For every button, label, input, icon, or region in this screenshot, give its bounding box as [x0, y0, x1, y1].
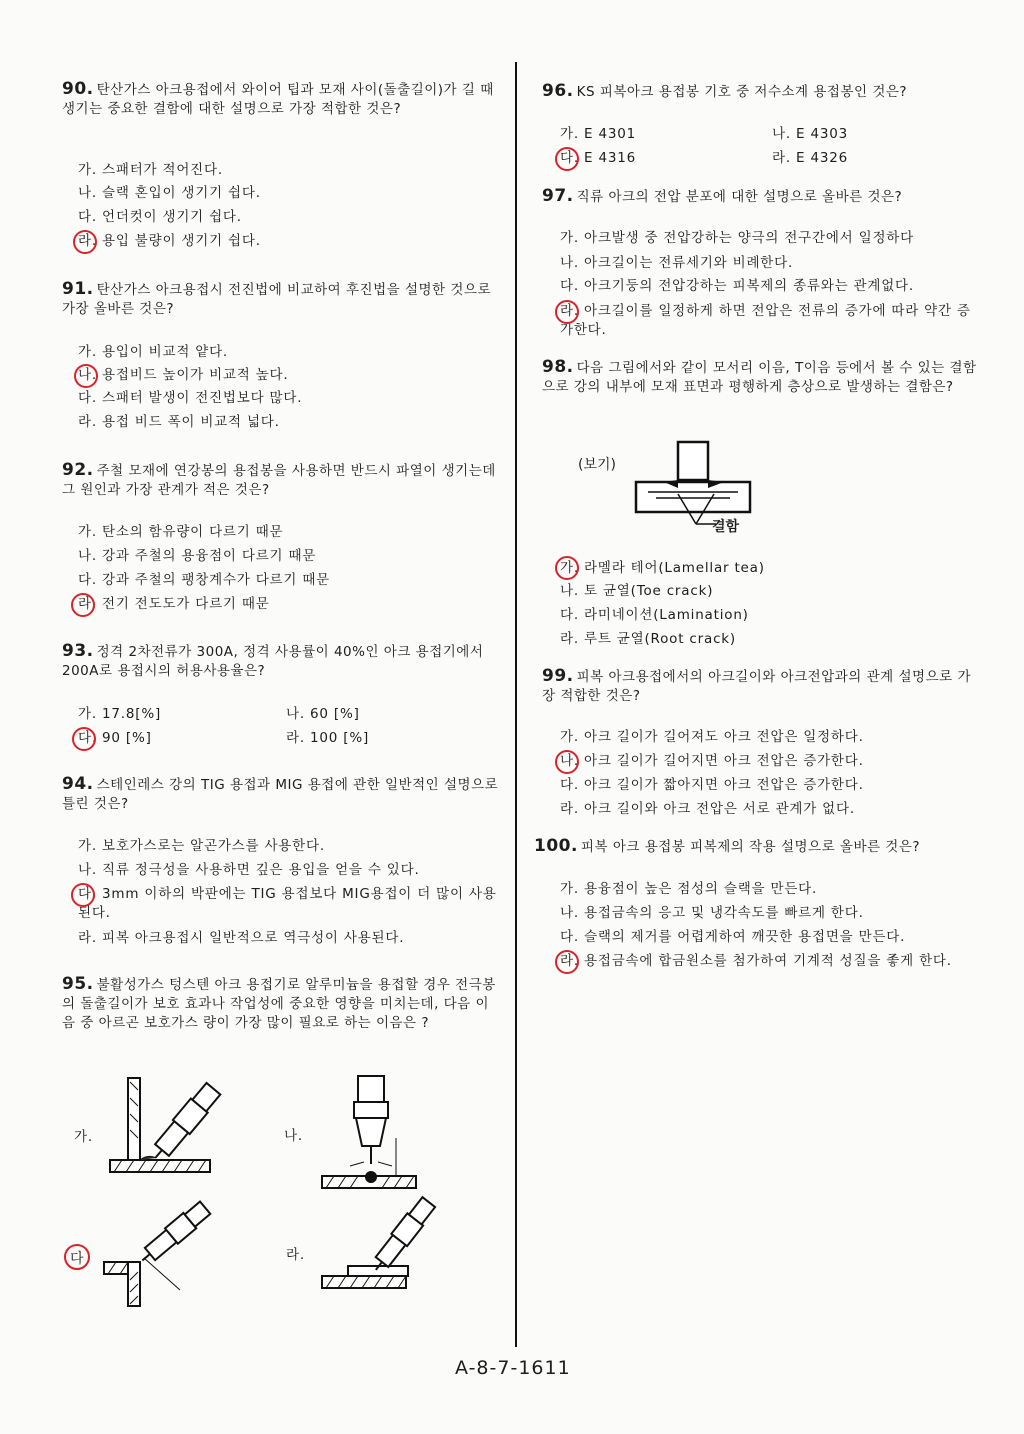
answer-mark-92: [71, 593, 95, 617]
question-number: 99.: [542, 666, 574, 686]
option-90-ra[interactable]: 라. 용입 불량이 생기기 쉽다.: [78, 233, 261, 249]
question-text: 탄산가스 아크용접시 전진법에 비교하여 후진법을 설명한 것으로 가장 올바른 것은?: [62, 282, 491, 317]
answer-mark-98: [555, 556, 579, 580]
question-number: 96.: [542, 81, 574, 101]
option-96-ga[interactable]: 가. E 4301: [560, 126, 637, 142]
option-90-ga[interactable]: 가. 스패터가 적어진다.: [78, 162, 223, 178]
option-93-na[interactable]: 나. 60 [%]: [286, 706, 360, 722]
option-95-ga[interactable]: 가.: [74, 1129, 93, 1145]
option-99-da[interactable]: 다. 아크 길이가 짧아지면 아크 전압은 증가한다.: [560, 777, 864, 793]
question-94: [62, 775, 502, 814]
question-text: 탄산가스 아크용접에서 와이어 팁과 모재 사이(돌출길이)가 길 때 생기는 중요한 결함에 대한 설명으로 가장 적합한 것은?: [62, 82, 494, 117]
option-98-da[interactable]: 다. 라미네이션(Lamination): [560, 607, 749, 623]
question-92: [62, 461, 502, 500]
option-91-da[interactable]: 다. 스패터 발생이 전진법보다 많다.: [78, 390, 303, 406]
question-number: 95.: [62, 974, 94, 994]
joint-figure-ga: [100, 1078, 240, 1188]
answer-mark-96: [555, 147, 579, 171]
option-100-da[interactable]: 다. 슬랙의 제거를 어렵게하여 깨끗한 용접면을 만든다.: [560, 929, 906, 945]
option-94-ra[interactable]: 라. 피복 아크용접시 일반적으로 역극성이 사용된다.: [78, 930, 405, 946]
option-94-ga[interactable]: 가. 보호가스로는 알곤가스를 사용한다.: [78, 838, 325, 854]
option-100-na[interactable]: 나. 용접금속의 응고 및 냉각속도를 빠르게 한다.: [560, 905, 864, 921]
question-text: 직류 아크의 전압 분포에 대한 설명으로 올바른 것은?: [576, 189, 903, 205]
question-text: 스테인레스 강의 TIG 용접과 MIG 용접에 관한 일반적인 설명으로 틀린 것은?: [62, 777, 499, 812]
option-90-da[interactable]: 다. 언더컷이 생기기 쉽다.: [78, 209, 242, 225]
option-93-ra[interactable]: 라. 100 [%]: [286, 730, 370, 746]
option-91-ga[interactable]: 가. 용입이 비교적 얕다.: [78, 344, 229, 360]
question-100: [534, 837, 984, 857]
question-text: KS 피복아크 용접봉 기호 중 저수소계 용접봉인 것은?: [576, 84, 908, 100]
option-91-ra[interactable]: 라. 용접 비드 폭이 비교적 넓다.: [78, 414, 280, 430]
option-97-ra[interactable]: 라. 아크길이를 일정하게 하면 전압은 전류의 증가에 따라 약간 증가한다.: [560, 303, 971, 338]
question-95: [62, 975, 502, 1033]
option-95-da-glyph: 다: [70, 1251, 84, 1267]
question-number: 91.: [62, 279, 94, 299]
option-100-ra[interactable]: 라. 용접금속에 합금원소를 첨가하여 기계적 성질을 좋게 한다.: [560, 953, 952, 969]
option-95-na[interactable]: 나.: [284, 1128, 303, 1144]
question-text: 피복 아크 용접봉 피복제의 작용 설명으로 올바른 것은?: [580, 839, 921, 855]
option-96-ra[interactable]: 라. E 4326: [772, 150, 849, 166]
question-90: [62, 80, 502, 119]
option-93-ga[interactable]: 가. 17.8[%]: [78, 706, 162, 722]
question-93: [62, 642, 502, 681]
answer-mark-93: [72, 727, 96, 751]
question-number: 98.: [542, 357, 574, 377]
option-100-ga[interactable]: 가. 용융점이 높은 점성의 슬랙을 만든다.: [560, 881, 818, 897]
question-number: 93.: [62, 641, 94, 661]
question-number: 90.: [62, 79, 94, 99]
question-number: 92.: [62, 460, 94, 480]
option-92-da[interactable]: 다. 강과 주철의 팽창계수가 다르기 때문: [78, 572, 331, 588]
option-98-na[interactable]: 나. 토 균열(Toe crack): [560, 583, 714, 599]
answer-mark-97: [555, 300, 579, 324]
question-number: 100.: [534, 836, 578, 856]
question-text: 정격 2차전류가 300A, 정격 사용률이 40%인 아크 용접기에서 200A로 용접시의 허용사용율은?: [62, 644, 484, 679]
question-text: 다음 그림에서와 같이 모서리 이음, T이음 등에서 볼 수 있는 결함으로 강의 내부에 모재 표면과 평행하게 층상으로 발생하는 결함은?: [542, 360, 977, 395]
answer-mark-100: [555, 950, 579, 974]
option-92-na[interactable]: 나. 강과 주철의 용융점이 다르기 때문: [78, 548, 317, 564]
question-text: 불활성가스 텅스텐 아크 용접기로 알루미늄을 용접할 경우 전극봉의 돌출길이가 보호 효과나 작업성에 중요한 영향을 미치는데, 다음 이음 중 아르곤 보호가스 량이 가장 많이 필요로 하는 이음은 ?: [62, 977, 496, 1031]
option-96-na[interactable]: 나. E 4303: [772, 126, 849, 142]
option-93-da[interactable]: 다. 90 [%]: [78, 730, 152, 746]
option-92-ga[interactable]: 가. 탄소의 함유량이 다르기 때문: [78, 524, 284, 540]
page-footer-code: A-8-7-1611: [455, 1357, 571, 1379]
question-number: 97.: [542, 186, 574, 206]
answer-mark-94: [71, 883, 95, 907]
option-95-ra[interactable]: 라.: [286, 1247, 305, 1263]
option-98-ra[interactable]: 라. 루트 균열(Root crack): [560, 631, 736, 647]
question-99: [542, 667, 982, 706]
question-text: 주철 모재에 연강봉의 용접봉을 사용하면 반드시 파열이 생기는데 그 원인과 가장 관계가 적은 것은?: [62, 463, 496, 498]
answer-mark-99: [555, 750, 579, 774]
column-divider: [515, 62, 517, 1347]
defect-label: 결함: [712, 519, 740, 535]
option-97-ga[interactable]: 가. 아크발생 중 전압강하는 양극의 전구간에서 일정하다: [560, 230, 914, 246]
option-91-na[interactable]: 나. 용접비드 높이가 비교적 높다.: [78, 367, 289, 383]
question-97: [542, 187, 982, 207]
joint-figure-ra: [318, 1200, 458, 1310]
option-90-na[interactable]: 나. 슬랙 혼입이 생기기 쉽다.: [78, 185, 261, 201]
option-97-na[interactable]: 나. 아크길이는 전류세기와 비례한다.: [560, 255, 794, 271]
option-98-ga[interactable]: 가. 라멜라 테어(Lamellar tea): [560, 560, 765, 576]
t-joint-defect-figure: [634, 440, 764, 540]
option-97-da[interactable]: 다. 아크기둥의 전압강하는 피복제의 종류와는 관계없다.: [560, 278, 914, 294]
option-94-da[interactable]: 다. 3mm 이하의 박판에는 TIG 용접보다 MIG용접이 더 많이 사용된다.: [78, 886, 497, 921]
question-text: 피복 아크용접에서의 아크길이와 아크전압과의 관계 설명으로 가장 적합한 것은?: [542, 669, 971, 704]
question-number: 94.: [62, 774, 94, 794]
option-94-na[interactable]: 나. 직류 정극성을 사용하면 깊은 용입을 얻을 수 있다.: [78, 862, 420, 878]
joint-figure-na: [318, 1076, 428, 1191]
question-96: [542, 82, 982, 102]
answer-mark-91: [74, 364, 98, 388]
joint-figure-da: [100, 1200, 230, 1310]
figure-label: (보기): [578, 457, 616, 473]
option-99-na[interactable]: 나. 아크 길이가 길어지면 아크 전압은 증가한다.: [560, 753, 864, 769]
question-98: [542, 358, 982, 397]
question-91: [62, 280, 502, 319]
option-99-ga[interactable]: 가. 아크 길이가 길어져도 아크 전압은 일정하다.: [560, 729, 864, 745]
option-99-ra[interactable]: 라. 아크 길이와 아크 전압은 서로 관계가 없다.: [560, 801, 855, 817]
option-96-da[interactable]: 다. E 4316: [560, 150, 637, 166]
option-92-ra[interactable]: 라. 전기 전도도가 다르기 때문: [78, 596, 270, 612]
answer-mark-90: [73, 230, 97, 254]
